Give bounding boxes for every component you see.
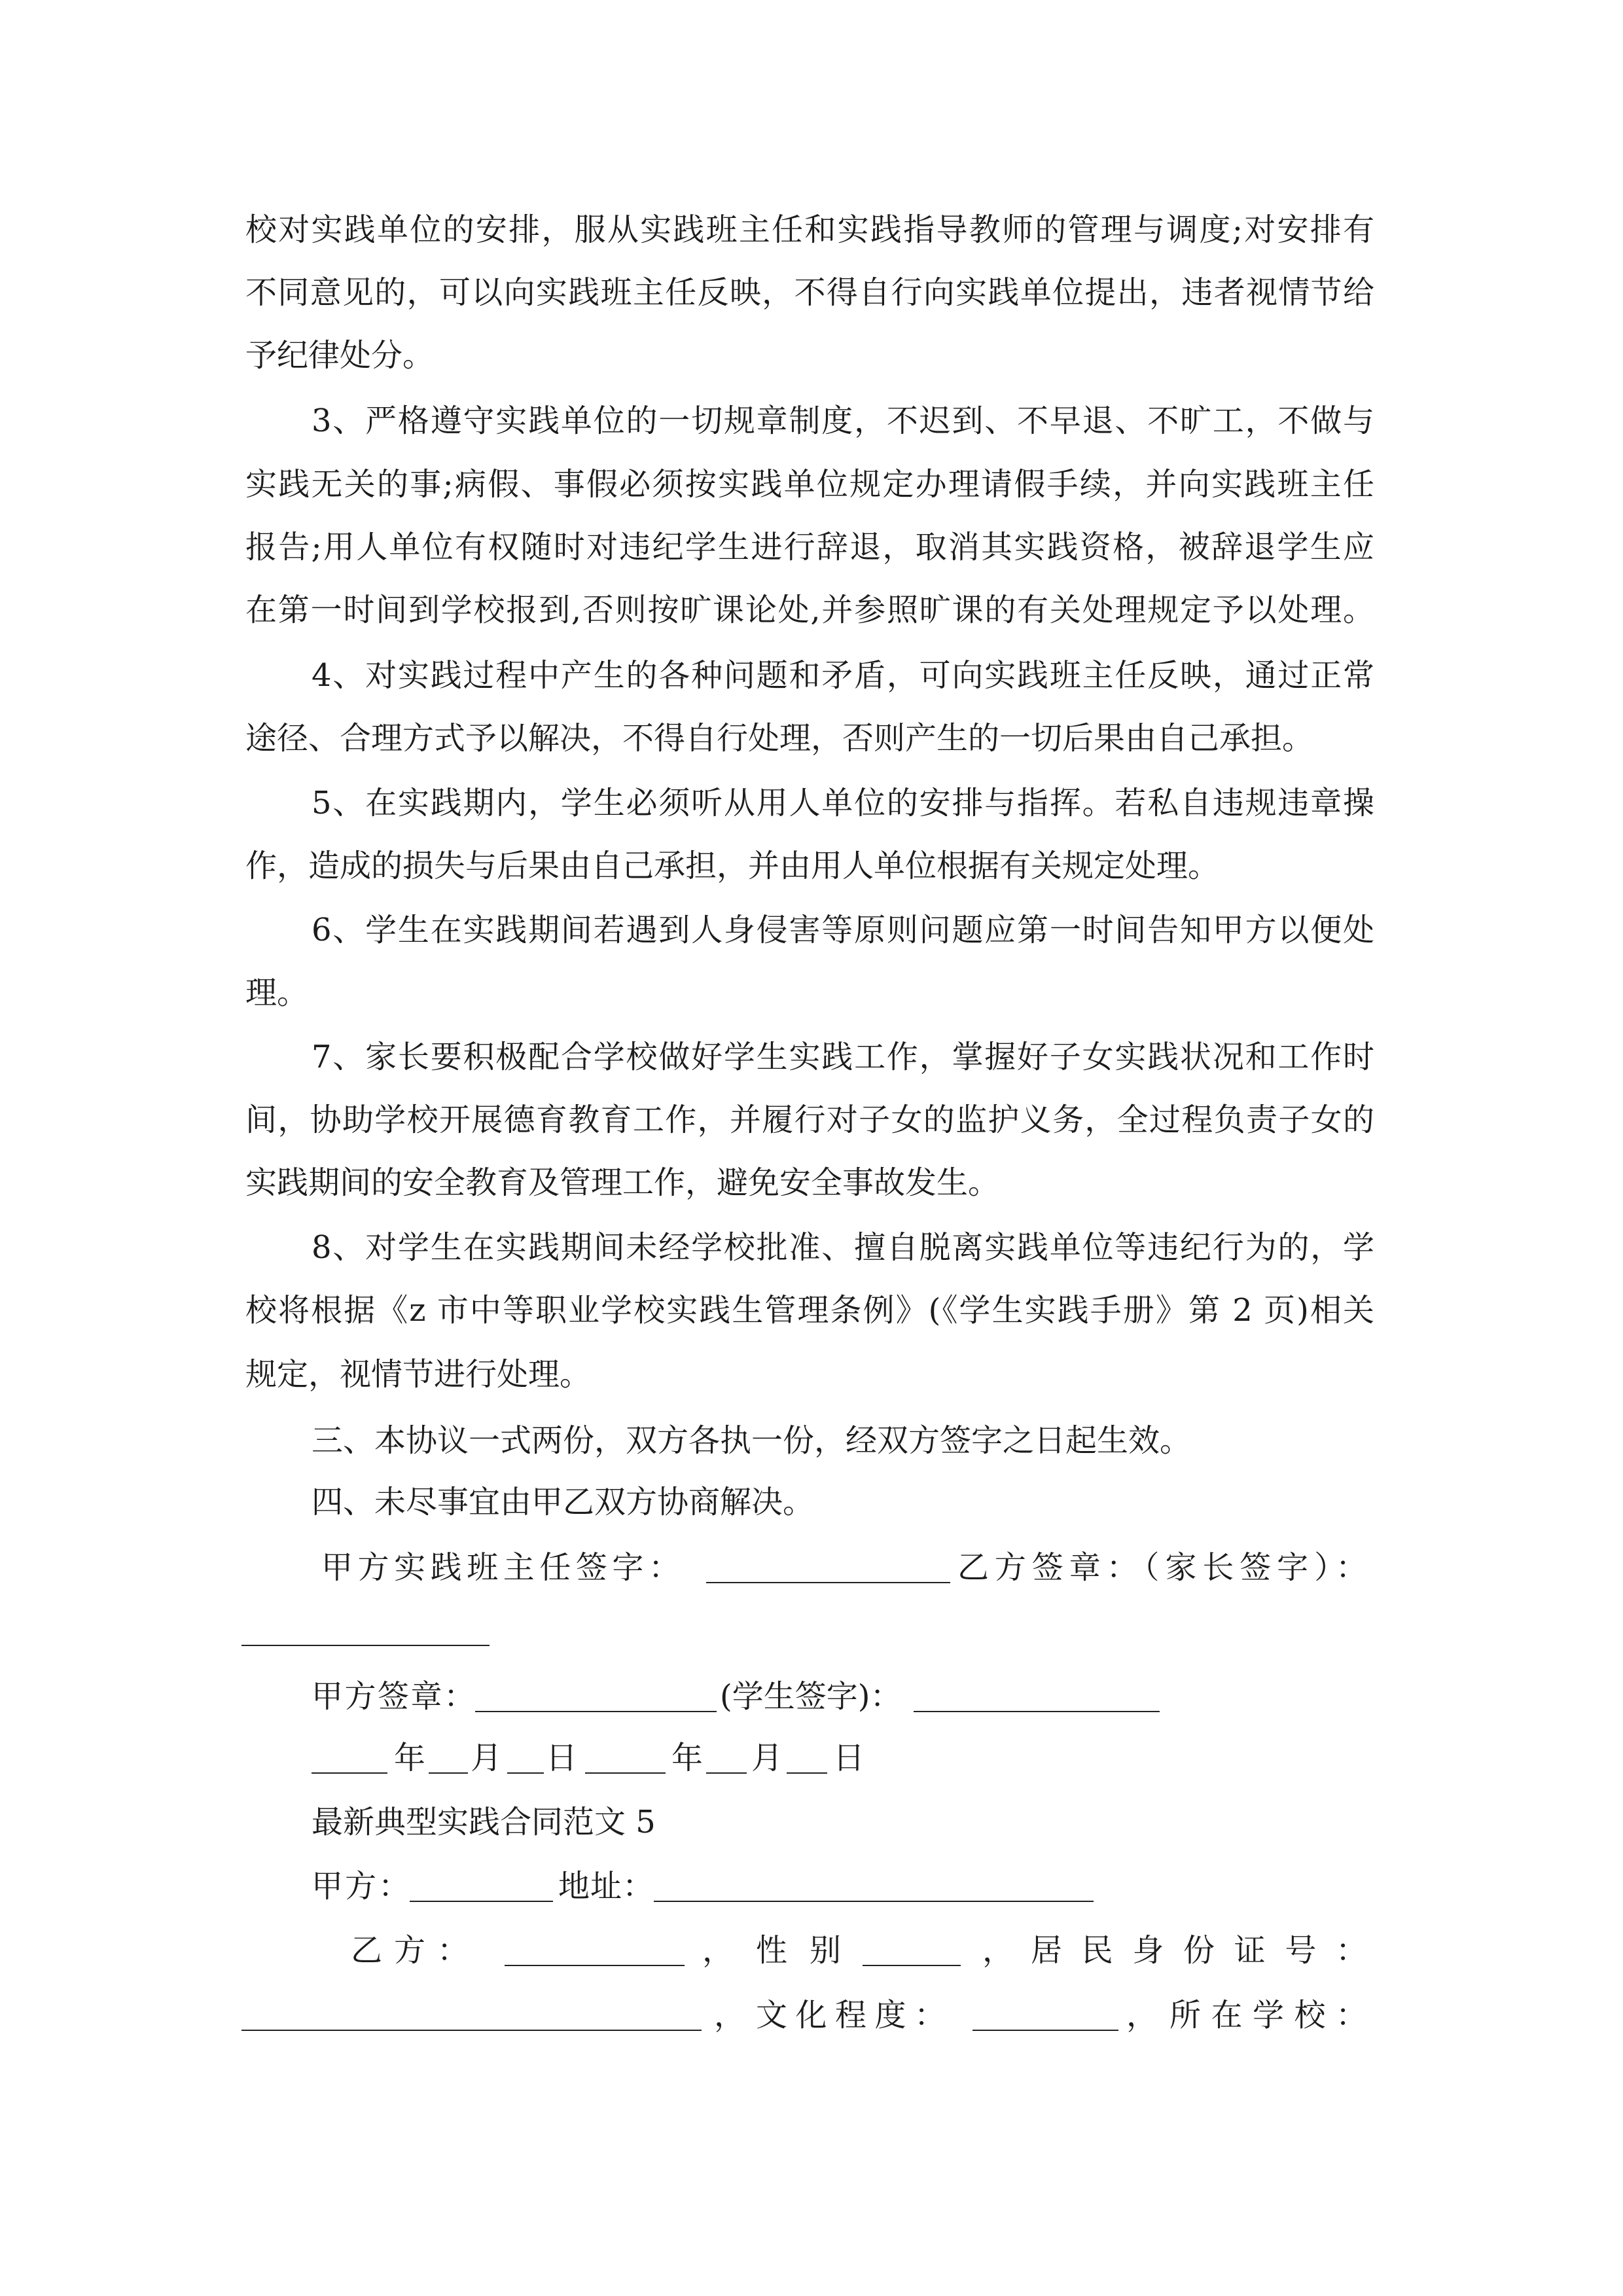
article-four: 四、未尽事宜由甲乙双方协商解决。 [312,1484,815,1520]
clause-3-line-1: 3、严格遵守实践单位的一切规章制度，不迟到、不早退、不旷工，不做与 [312,403,1374,439]
school-label: 所在学校： [1169,1997,1367,2034]
party-b-blank [505,1931,685,1966]
date-month-blank [706,1738,747,1774]
parent-signature-blank [241,1611,490,1646]
clause-6-line-1: 6、学生在实践期间若遇到人身侵害等原则问题应第一时间告知甲方以便处 [312,912,1374,948]
clause-7-line-3: 实践期间的安全教育及管理工作，避免安全事故发生。 [245,1164,1000,1201]
student-signature-label: (学生签字)： [720,1678,902,1715]
date-year-label: 年 [393,1740,425,1776]
clause-5-line-2: 作，造成的损失与后果由自己承担，并由用人单位根据有关规定处理。 [245,848,1220,884]
parent-signature-label: 乙方签章：（家长签字）： [957,1549,1367,1586]
date-month-label: 月 [470,1740,502,1776]
teacher-signature-blank [706,1548,950,1583]
clause-6-line-2: 理。 [245,975,309,1011]
clause-8-line-2: 校将根据《z 市中等职业学校实践生管理条例》(《学生实践手册》第 2 页)相关 [245,1292,1374,1329]
clause-5-line-1: 5、在实践期内，学生必须听从用人单位的安排与指挥。若私自违规违章操 [312,785,1374,821]
date-year-label: 年 [671,1740,703,1776]
teacher-signature-label: 甲方实践班主任签字： [321,1549,680,1586]
date-year-blank [585,1738,666,1774]
party-b-label: 乙方： [351,1932,469,1969]
comma-separator: ， [1126,1997,1158,2034]
clause-4-line-2: 途径、合理方式予以解决，不得自行处理，否则产生的一切后果由自己承担。 [245,720,1314,757]
id-number-blank [241,1996,702,2031]
clause-7-line-2: 间，协助学校开展德育教育工作，并履行对子女的监护义务，全过程负责子女的 [245,1102,1374,1138]
education-blank [972,1996,1118,2031]
clause-2-line-1: 校对实践单位的安排，服从实践班主任和实践指导教师的管理与调度;对安排有 [245,211,1374,248]
gender-label: 性别 [756,1932,841,1969]
party-a-blank [410,1867,553,1902]
date-day-blank [507,1738,544,1774]
clause-3-line-3: 报告;用人单位有权随时对违纪学生进行辞退，取消其实践资格，被辞退学生应 [245,529,1374,565]
school-seal-label: 甲方签章： [312,1678,475,1715]
date-year-blank [312,1738,387,1774]
comma-separator: ， [713,1997,745,2034]
date-month-blank [429,1738,468,1774]
date-day-label: 日 [832,1740,865,1776]
comma-separator: ， [702,1932,734,1969]
clause-8-line-1: 8、对学生在实践期间未经学校批准、擅自脱离实践单位等违纪行为的，学 [312,1229,1374,1266]
date-month-label: 月 [751,1740,783,1776]
clause-8-line-3: 规定，视情节进行处理。 [245,1356,592,1393]
clause-3-line-4: 在第一时间到学校报到,否则按旷课论处,并参照旷课的有关处理规定予以处理。 [245,592,1374,628]
gender-blank [863,1931,961,1966]
clause-7-line-1: 7、家长要积极配合学校做好学生实践工作，掌握好子女实践状况和工作时 [312,1039,1374,1075]
clause-2-line-2: 不同意见的，可以向实践班主任反映，不得自行向实践单位提出，违者视情节给 [245,274,1374,311]
address-blank [654,1867,1094,1902]
education-label: 文化程度： [756,1997,946,2034]
party-a-label: 甲方： [312,1868,410,1905]
date-day-label: 日 [545,1740,577,1776]
student-signature-blank [914,1677,1160,1712]
date-day-blank [787,1738,827,1774]
id-number-label: 居民身份证号： [1031,1932,1367,1969]
comma-separator: ， [982,1932,1014,1969]
article-three: 三、本协议一式两份，双方各执一份，经双方签字之日起生效。 [312,1422,1192,1459]
clause-4-line-1: 4、对实践过程中产生的各种问题和矛盾，可向实践班主任反映，通过正常 [312,657,1374,694]
address-label: 地址： [558,1868,654,1905]
next-contract-title: 最新典型实践合同范文 5 [312,1804,656,1840]
clause-2-line-3: 予纪律处分。 [245,337,435,374]
clause-3-line-2: 实践无关的事;病假、事假必须按实践单位规定办理请假手续，并向实践班主任 [245,466,1374,503]
school-seal-blank [475,1677,717,1712]
